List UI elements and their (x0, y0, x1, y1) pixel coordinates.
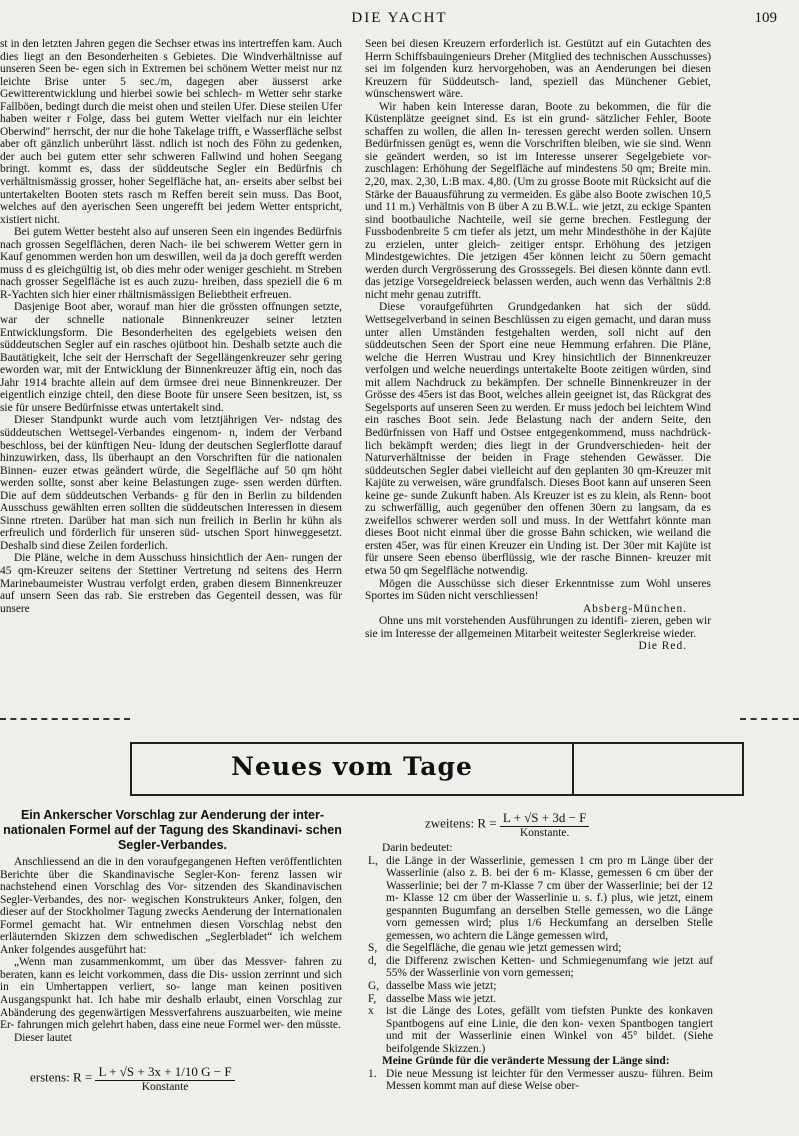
section-divider-right (740, 718, 799, 720)
formula-lhs: R = (72, 1069, 93, 1085)
definition-key: S, (368, 942, 378, 955)
paragraph: Bei gutem Wetter besteht also auf unseren Seen ein ingendes Bedürfnis nach grossen Segelflächen, deren Nach- ile bei schwerem Wetter gern in Kauf genommen werden hon um deswillen, weil da ja doch gerefft werden muss d es gleichgültig ist, ob dies mehr oder weniger geschieht. m Streben nach grosser Segelfläche ist es auch zuzu- hreiben, dass speziell die 6 m R-Yachten sich hier einer rhältnismässigen Beliebtheit erfreuen. (0, 226, 342, 301)
article-left-column (0, 856, 342, 1044)
definition-item (368, 980, 713, 993)
definition-item (368, 855, 713, 943)
formula-denominator: Konstante. (519, 827, 570, 839)
definition-key: L, (368, 854, 378, 867)
article-right-column (368, 842, 713, 1093)
definition-key: d, (368, 954, 377, 967)
definition-item (368, 942, 713, 955)
definition-key: G, (368, 980, 380, 993)
paragraph: Anschliessend an die in den voraufgegangenen Heften veröffentlichten Berichte über die Skandinavische Segler-Kon- ferenz lassen wir nachstehend einen Vorschlag des Vor- sitzenden des Skandinavischen Segler-Verbandes, des nor- wegischen Konstrukteurs Anker, folgen, den dieser auf der Stockholmer Tagung zwecks Aenderung der Internationalen Formel gemacht hat. Wir entnehmen diesen Vorschlag nebst den erläuternden Skizzen dem schwedischen „Seglerbladet“ ich welchem Anker folgendes ausgeführt hat: (0, 856, 342, 956)
section-banner (130, 742, 744, 796)
definition-item (368, 1005, 713, 1055)
definition-text: die Segelfläche, die genau wie jetzt gemessen wird; (386, 942, 622, 955)
reasons-heading: Meine Gründe für die veränderte Messung der Länge sind: (382, 1055, 670, 1068)
reason-text: Die neue Messung ist leichter für den Vermesser auszu- führen. Beim Messen kommt man auf diese Weise ober- (386, 1067, 713, 1093)
definition-item (368, 955, 713, 980)
formula-label: zweitens: (425, 815, 475, 831)
paragraph: Mögen die Ausschüsse sich dieser Erkenntnisse zum Wohl unseres Sportes im Süden nicht verschliessen! (365, 577, 711, 603)
reason-number: 1. (368, 1067, 377, 1080)
formula-fraction (500, 810, 590, 839)
formula-second (425, 810, 589, 839)
definition-text: dasselbe Mass wie jetzt; (386, 980, 497, 993)
paragraph: Die Pläne, welche in dem Ausschuss hinsichtlich der Aen- rungen der 45 qm-Kreuzer seitens der Stettiner Vertretung nd seitens des Herrn Marinebaumeister Wustrau verfolgt erden, graben diesem Binnenkreuzer auf unsern Seen das rab. Sie erstreben das Gegenteil dessen, was für unsere (0, 552, 342, 615)
author-signature: Absberg-München. (582, 602, 687, 615)
formula-denominator: Konstante (141, 1081, 189, 1093)
definition-key: F, (368, 992, 377, 1005)
paragraph: Dieser Standpunkt wurde auch vom letztjährigen Ver- ndstag des süddeutschen Wettsegel-Verbandes eingenom- n, indem der Verband beschloss, bei der künftigen Neu- ldung der deutschen Seglerflotte darauf hinzuwirken, dass, lls überhaupt an den Vorschriften für die nationalen Binnen- euzer etwas geändert würde, die Segelfläche auf 50 qm höht werden sollte, sonst aber keine Belastungen zuge- ssen werden dürften. Die auf dem süddeutschen Verbands- g für den in Berlin zu bildenden Ausschuss gewählten erren sollten die süddeutschen Interessen in diesem Sinne rtreten. Darüber hat man sich nun freilich in Berlin hr kühn als erfreulich und förderlich für unseren süd- utschen Sport hinweggesetzt. Deshalb sind diese Zeilen forderlich. (0, 414, 342, 552)
section-divider-left (0, 718, 130, 720)
article-heading: Ein Ankerscher Vorschlag zur Aenderung der inter- nationalen Formel auf der Tagung des Skandinavi- schen Segler-Verbandes. (3, 808, 342, 852)
editor-note: Ohne uns mit vorstehenden Ausführungen zu identifi- zieren, geben wir sie im Interesse der allgemeinen Mitarbeit weitester Seglerkreise wieder. (365, 615, 711, 640)
paragraph: Dieser lautet (14, 1031, 72, 1044)
paragraph: Seen bei diesen Kreuzern erforderlich ist. Gestützt auf ein Gutachten des Herrn Schiffsbauingenieurs Dreher (Mitglied des technischen Ausschusses) sei im folgenden kurz hervorgehoben, was an Aenderungen bei diesen Kreuzern für Süddeutsch- land, speziell das Münchener Gebiet, wünschenswert wäre. (365, 38, 711, 101)
paragraph: st in den letzten Jahren gegen die Sechser etwas ins intertreffen kam. Auch dies liegt an den Besonderheiten s Gebietes. Die Windverhältnisse auf unseren Seen be- egen sich in Extremen bei schönem Wetter meist nur nz leichte Brise unter 5 sec./m, dagegen aber äusserst arke Gewitterentwicklung und hierbei sowie bei schlech- m Wetter sehr starke Fallböen, bedingt durch die meist ohen und steilen Ufer. Diese steilen Ufer haben weiter r Folge, dass bei gutem Wetter vielfach nur ein leichter Oberwind" herrscht, der nur die hohe Takelage trifft, e Wasserfläche selbst aber oft gänzlich unberührt lässt. ndlich ist noch des Föhn zu gedenken, der auch bei gutem etter sehr schweren Fallwind und hohen Seegang bringt. kommt es, dass der süddeutsche Segler ein Bedürfnis ch verhältnismässig grosser, hoher Segelfläche hat, an- erseits aber selbst bei untertakelten Booten stets rasch m Reffen bereit sein muss. Das Boot, welches auf den ayerischen Seen ungerefft bei jedem Wetter entspricht, xistiert nicht. (0, 38, 342, 226)
paragraph: Wir haben kein Interesse daran, Boote zu bekommen, die für die Küstenplätze geeignet sind. Es ist ein grund- sätzlicher Fehler, Boote schaffen zu wollen, die allen In- teressen gerecht werden sollen. Unsern Bedürfnissen genügt es, wenn die Vorschriften bleiben, wie sie sind. Wenn sie geändert werden, so ist im Interesse unserer Segelgebiete vor- zuschlagen: Erhöhung der Segelfläche auf mindestens 50 qm; Breite min. 2,20, max. 2,30, L:B max. 4,80. (Um zu grosse Boote mit Rücksicht auf die Stärke der Bauausführung zu vermeiden. Es gäbe also Boote zwischen 10,5 und 11 m.) Verhältnis von B über A zu B.W.L. wie jetzt, zu eckige Spanten sind bootbauliche Nachteile, weil sie gerne brechen. Festlegung der Fussbodenbreite 5 cm tiefer als jetzt, um mehr Mindesthöhe in der Kajüte zu erzielen, unter gleich- zeitiger entspr. Erhöhung des jetzigen Mindestgewichtes. Die jetzigen 45er können leicht zu 50ern gemacht werden durch Vergrösserung des Grosssegels. Bei diesen könnte dann evtl. das jetzige Vorsegeldreieck belassen werden, auch wenn das Verhältnis 2:8 nicht mehr genau zutrifft. (365, 100, 711, 301)
definition-text: dasselbe Mass wie jetzt. (386, 992, 497, 1005)
definitions-intro: Darin bedeutet: (382, 842, 453, 854)
paragraph: Diese voraufgeführten Grundgedanken hat sich der südd. Wettsegelverband in seinen Beschlüssen zu eigen gemacht, und daran muss unter allen Umständen festgehalten werden, soll nicht auf den süddeutschen Seen der Sport eine neue Hemmung erfahren. Die Pläne, welche die Herren Wustrau und Krey hinsichtlich der Binnenkreuzer verfolgen und welche neuerdings untertakelte Boote zeitigen würden, sind mit allem Nachdruck zu bekämpfen. Der schnelle Binnenkreuzer in der Grösse des 45ers ist das Boot, welches allein geeignet ist, das Rückgrat des Segelsports auf unseren Seen zu werden. Er muss jedoch bei leichtem Wind ein rasches Boot sein. Jede Belastung nach der andern Seite, den Bedürfnissen von Haff und Ostsee entgegenkommend, muss nachdrück- lich bekämpft werden; dies liegt in der Grundverschieden- heit der Naturverhältnisse der beiden in Frage stehenden Gewässer. Die süddeutschen Segler dabei vielleicht auf den geplanten 30 qm-Kreuzer mit Kajüte zu verweisen, wäre grundfalsch. Dieses Boot kann auf unseren Seen keine ge- sunde Zukunft haben. Als Kreuzer ist es zu klein, als Renn- boot zu schwerfällig, auch gegenüber den offenen 30ern zu langsam, da es zweifellos schwerer werden soll und muss. In der Wettfahrt könnte man dieses Boot nicht einmal über die grosse Bahn schicken, wie weiland die ersten 45er, was für einen Kreuzer ein Unding ist. Der 30er mit Kajüte ist für unsere Seen ebenso überflüssig, wie der rasche Binnen- kreuzer mit etwa 50 qm Segelfläche notwendig. (365, 301, 711, 577)
definition-key: x (368, 1005, 374, 1018)
formula-lhs: R = (477, 815, 497, 831)
formula-label: erstens: (30, 1069, 70, 1085)
page-number: 109 (754, 10, 777, 26)
formula-fraction (95, 1064, 234, 1093)
right-column (365, 38, 711, 653)
definition-text: die Differenz zwischen Ketten- und Schmiegenumfang wie jetzt auf 55% der Wasserlinie von vorn gemessen; (386, 954, 713, 980)
formula-numerator: L + √S + 3x + 1/10 G − F (95, 1064, 234, 1081)
left-column (0, 38, 342, 615)
reason-item (368, 1068, 713, 1093)
journal-title: DIE YACHT (351, 10, 448, 26)
page-header (0, 10, 799, 32)
definition-text: ist die Länge des Lotes, gefällt vom tiefsten Punkte des konkaven Spantbogens auf eine Linie, die den kon- vexen Spantbogen tangiert und mit der Wasserlinie einen Winkel von 45° bildet. (Siehe beifolgende Skizzen.) (386, 1005, 713, 1055)
banner-title: Neues vom Tage (231, 752, 473, 781)
paragraph: „Wenn man zusammenkommt, um über das Messver- fahren zu beraten, kann es leicht vorkommen, dass die Dis- ussion zerrinnt und sich in ein Umhertappen verliert, so- lange man keinen positiven Ausgangspunkt hat. Ich habe mir deshalb erlaubt, einen Vorschlag zur Abänderung des gegenwärtigen Messverfahrens auszuarbeiten, wie meine Er- fahrungen mich gelehrt haben, dass eine neue Formel wer- den müsste. (0, 956, 342, 1032)
formula-numerator: L + √S + 3d − F (500, 810, 590, 827)
formula-first (30, 1064, 235, 1093)
editor-signature: Die Red. (638, 640, 687, 653)
paragraph: Dasjenige Boot aber, worauf man hier die grössten offnungen setzte, war der schnelle nationale Binnenkreuzer seiner letzten Entwicklungsform. Die Besonderheiten des egelgebiets weisen den süddeutschen Segler auf ein rasches ojütboot hin. Deshalb setzte auch die Bautätigkeit, lche seit der Herrschaft der Segellängenkreuzer sehr gering eworden war, mit der Entwicklung der Binnenkreuzer äftig ein, noch das Jahr 1914 brachte allein auf dem ürmsee drei neue Binnenkreuzer. Der eigentlich einzige chteil, den diese Boote für unsere Seen besitzen, ist, ss sie für unsere Bedürfnisse etwas untertakelt sind. (0, 301, 342, 414)
banner-title-box (132, 744, 574, 794)
definition-item (368, 993, 713, 1006)
definition-text: die Länge in der Wasserlinie, gemessen 1 cm pro m Länge über der Wasserlinie (also z. B. bei der 6 m- Klasse, gemessen 6 cm über der Wasserlinie; bei der 7 m-Klasse 7 cm über der Wasserlinie; bei der 12 m- Klasse 12 cm über der Wasserlinie u. s. f.) plus, wie jetzt, einem gespannten Bugumfang an derselben Stelle gemessen, wo die Länge vorn gemessen wird; plus 1/6 Heckumfang an derselben Stelle gemessen, wo achtern die Länge gemessen wird, (386, 854, 713, 942)
